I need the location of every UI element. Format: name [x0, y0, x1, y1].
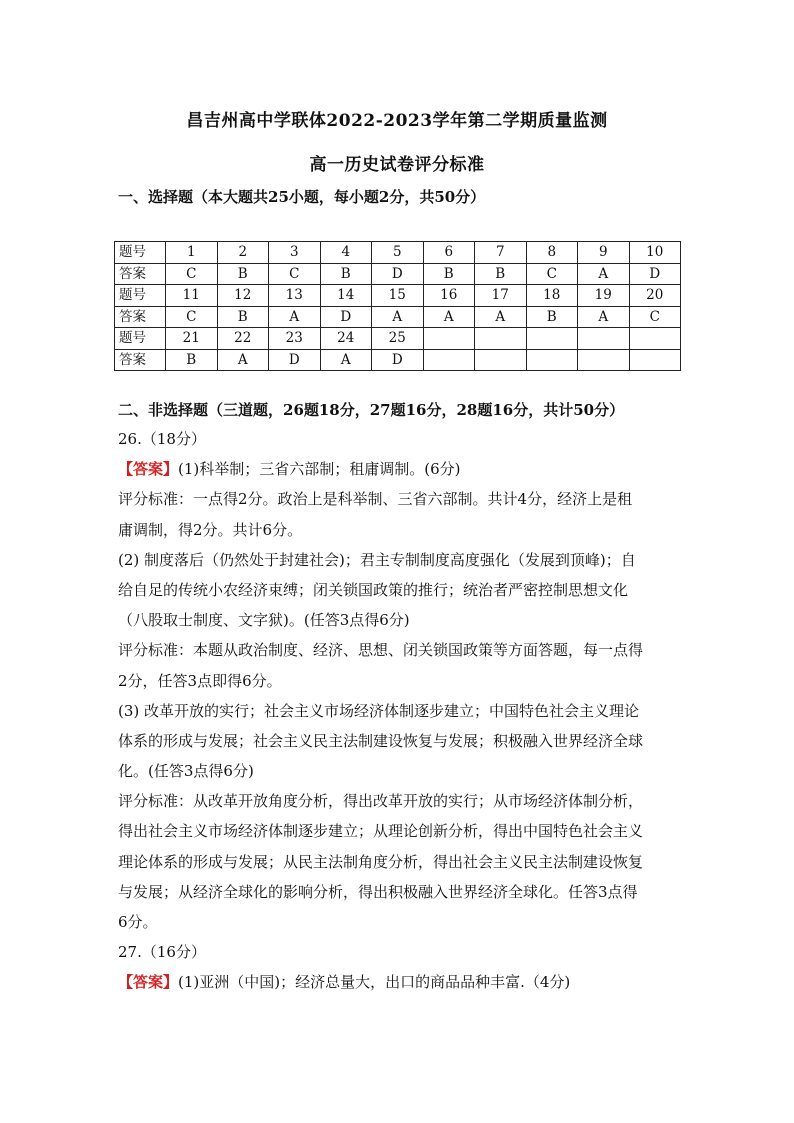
- table-cell: A: [269, 306, 321, 328]
- text-line: [118, 484, 678, 514]
- line-text: (1)科举制；三省六部制；租庸调制。(6分): [178, 460, 461, 479]
- table-cell: 10: [629, 242, 681, 264]
- line-text: (2) 制度落后（仍然处于封建社会)；君主专制制度高度强化（发展到顶峰)；自: [118, 550, 636, 569]
- table-cell: D: [629, 263, 681, 285]
- table-cell: D: [372, 263, 424, 285]
- table-cell: 19: [578, 285, 630, 307]
- table-cell: [423, 328, 475, 350]
- table-cell: A: [320, 349, 372, 371]
- line-text: 27.（16分）: [118, 943, 206, 962]
- table-row: [115, 263, 681, 285]
- table-cell: 9: [578, 242, 630, 264]
- row-label: 题号: [115, 242, 166, 264]
- table-cell: 18: [526, 285, 578, 307]
- table-cell: 20: [629, 285, 681, 307]
- table-cell: 15: [372, 285, 424, 307]
- table-cell: C: [269, 263, 321, 285]
- text-line: [118, 635, 678, 665]
- line-text: 评分标准：一点得2分。政治上是科举制、三省六部制。共计4分，经济上是租: [118, 490, 633, 509]
- table-cell: B: [475, 263, 527, 285]
- table-cell: B: [166, 349, 218, 371]
- row-label: 题号: [115, 285, 166, 307]
- table-cell: 4: [320, 242, 372, 264]
- table-row: [115, 285, 681, 307]
- row-label: 题号: [115, 328, 166, 350]
- text-line: [118, 454, 678, 484]
- text-line: [118, 907, 678, 937]
- text-line: [118, 847, 678, 877]
- table-cell: [526, 349, 578, 371]
- text-line: [118, 605, 678, 635]
- table-cell: 5: [372, 242, 424, 264]
- table-cell: 17: [475, 285, 527, 307]
- table-cell: C: [629, 306, 681, 328]
- table-cell: B: [423, 263, 475, 285]
- answer-table: [114, 241, 681, 371]
- table-cell: B: [320, 263, 372, 285]
- page-subtitle: 高一历史试卷评分标准: [309, 155, 485, 175]
- text-line: [118, 666, 678, 696]
- table-cell: A: [372, 306, 424, 328]
- table-cell: 1: [166, 242, 218, 264]
- table-cell: D: [372, 349, 424, 371]
- table-cell: [629, 349, 681, 371]
- text-line: [118, 937, 678, 967]
- line-text: 评分标准：本题从政治制度、经济、思想、闭关锁国政策等方面答题，每一点得: [118, 641, 644, 660]
- text-line: [118, 756, 678, 786]
- row-label: 答案: [115, 263, 166, 285]
- row-label: 答案: [115, 349, 166, 371]
- answer-body: [118, 424, 678, 998]
- table-cell: D: [320, 306, 372, 328]
- table-cell: [475, 349, 527, 371]
- table-cell: 21: [166, 328, 218, 350]
- text-line: [118, 726, 678, 756]
- section-heading-nonchoice: 二、非选择题（三道题，26题18分，27题16分，28题16分，共计50分）: [118, 401, 625, 419]
- table-cell: [578, 349, 630, 371]
- table-cell: [475, 328, 527, 350]
- line-text: 评分标准：从改革开放角度分析，得出改革开放的实行；从市场经济体制分析，: [118, 792, 644, 811]
- text-line: [118, 967, 678, 997]
- table-row: [115, 306, 681, 328]
- table-cell: C: [166, 306, 218, 328]
- table-row: [115, 242, 681, 264]
- line-text: 与发展；从经济全球化的影响分析，得出积极融入世界经济全球化。任答3点得: [118, 882, 638, 901]
- table-cell: [578, 328, 630, 350]
- line-text: (3) 改革开放的实行；社会主义市场经济体制逐步建立；中国特色社会主义理论: [118, 701, 640, 720]
- text-line: [118, 786, 678, 816]
- page-title: 昌吉州高中学联体2022-2023学年第二学期质量监测: [186, 111, 608, 131]
- table-cell: 14: [320, 285, 372, 307]
- table-cell: 12: [217, 285, 269, 307]
- line-text: (1)亚洲（中国)；经济总量大，出口的商品品种丰富.（4分): [178, 973, 571, 992]
- text-line: [118, 696, 678, 726]
- table-cell: 6: [423, 242, 475, 264]
- table-cell: C: [166, 263, 218, 285]
- line-text: 26.（18分）: [118, 430, 206, 448]
- table-cell: D: [269, 349, 321, 371]
- table-cell: 7: [475, 242, 527, 264]
- line-text: 给自足的传统小农经济束缚；闭关锁国政策的推行；统治者严密控制思想文化: [118, 580, 629, 599]
- table-cell: 3: [269, 242, 321, 264]
- line-text: 体系的形成与发展；社会主义民主法制建设恢复与发展；积极融入世界经济全球: [118, 731, 644, 750]
- table-row: [115, 349, 681, 371]
- section-heading-choice: 一、选择题（本大题共25小题，每小题2分，共50分）: [118, 188, 486, 206]
- table-cell: [629, 328, 681, 350]
- text-line: [118, 877, 678, 907]
- answer-tag: 【答案】: [118, 460, 179, 479]
- table-cell: A: [423, 306, 475, 328]
- table-cell: [526, 328, 578, 350]
- table-cell: A: [578, 263, 630, 285]
- line-text: 6分。: [118, 913, 158, 931]
- table-cell: [423, 349, 475, 371]
- text-line: [118, 816, 678, 846]
- line-text: （八股取士制度、文字狱)。(任答3点得6分): [118, 611, 410, 630]
- table-cell: 8: [526, 242, 578, 264]
- table-cell: B: [217, 306, 269, 328]
- table-cell: 24: [320, 328, 372, 350]
- line-text: 庸调制，得2分。共计6分。: [118, 520, 303, 539]
- text-line: [118, 545, 678, 575]
- table-row: [115, 328, 681, 350]
- table-cell: 23: [269, 328, 321, 350]
- text-line: [118, 575, 678, 605]
- row-label: 答案: [115, 306, 166, 328]
- table-cell: A: [217, 349, 269, 371]
- line-text: 得出社会主义市场经济体制逐步建立；从理论创新分析，得出中国特色社会主义: [118, 822, 644, 841]
- table-cell: 25: [372, 328, 424, 350]
- text-line: [118, 424, 678, 454]
- table-cell: C: [526, 263, 578, 285]
- table-cell: A: [475, 306, 527, 328]
- table-cell: 22: [217, 328, 269, 350]
- table-cell: B: [526, 306, 578, 328]
- text-line: [118, 515, 678, 545]
- line-text: 化。(任答3点得6分): [118, 762, 254, 781]
- table-cell: 13: [269, 285, 321, 307]
- line-text: 理论体系的形成与发展；从民主法制角度分析，得出社会主义民主法制建设恢复: [118, 852, 644, 871]
- table-cell: 2: [217, 242, 269, 264]
- answer-tag: 【答案】: [118, 973, 179, 992]
- table-cell: 11: [166, 285, 218, 307]
- line-text: 2分，任答3点即得6分。: [118, 671, 282, 690]
- table-cell: A: [578, 306, 630, 328]
- table-cell: 16: [423, 285, 475, 307]
- table-cell: B: [217, 263, 269, 285]
